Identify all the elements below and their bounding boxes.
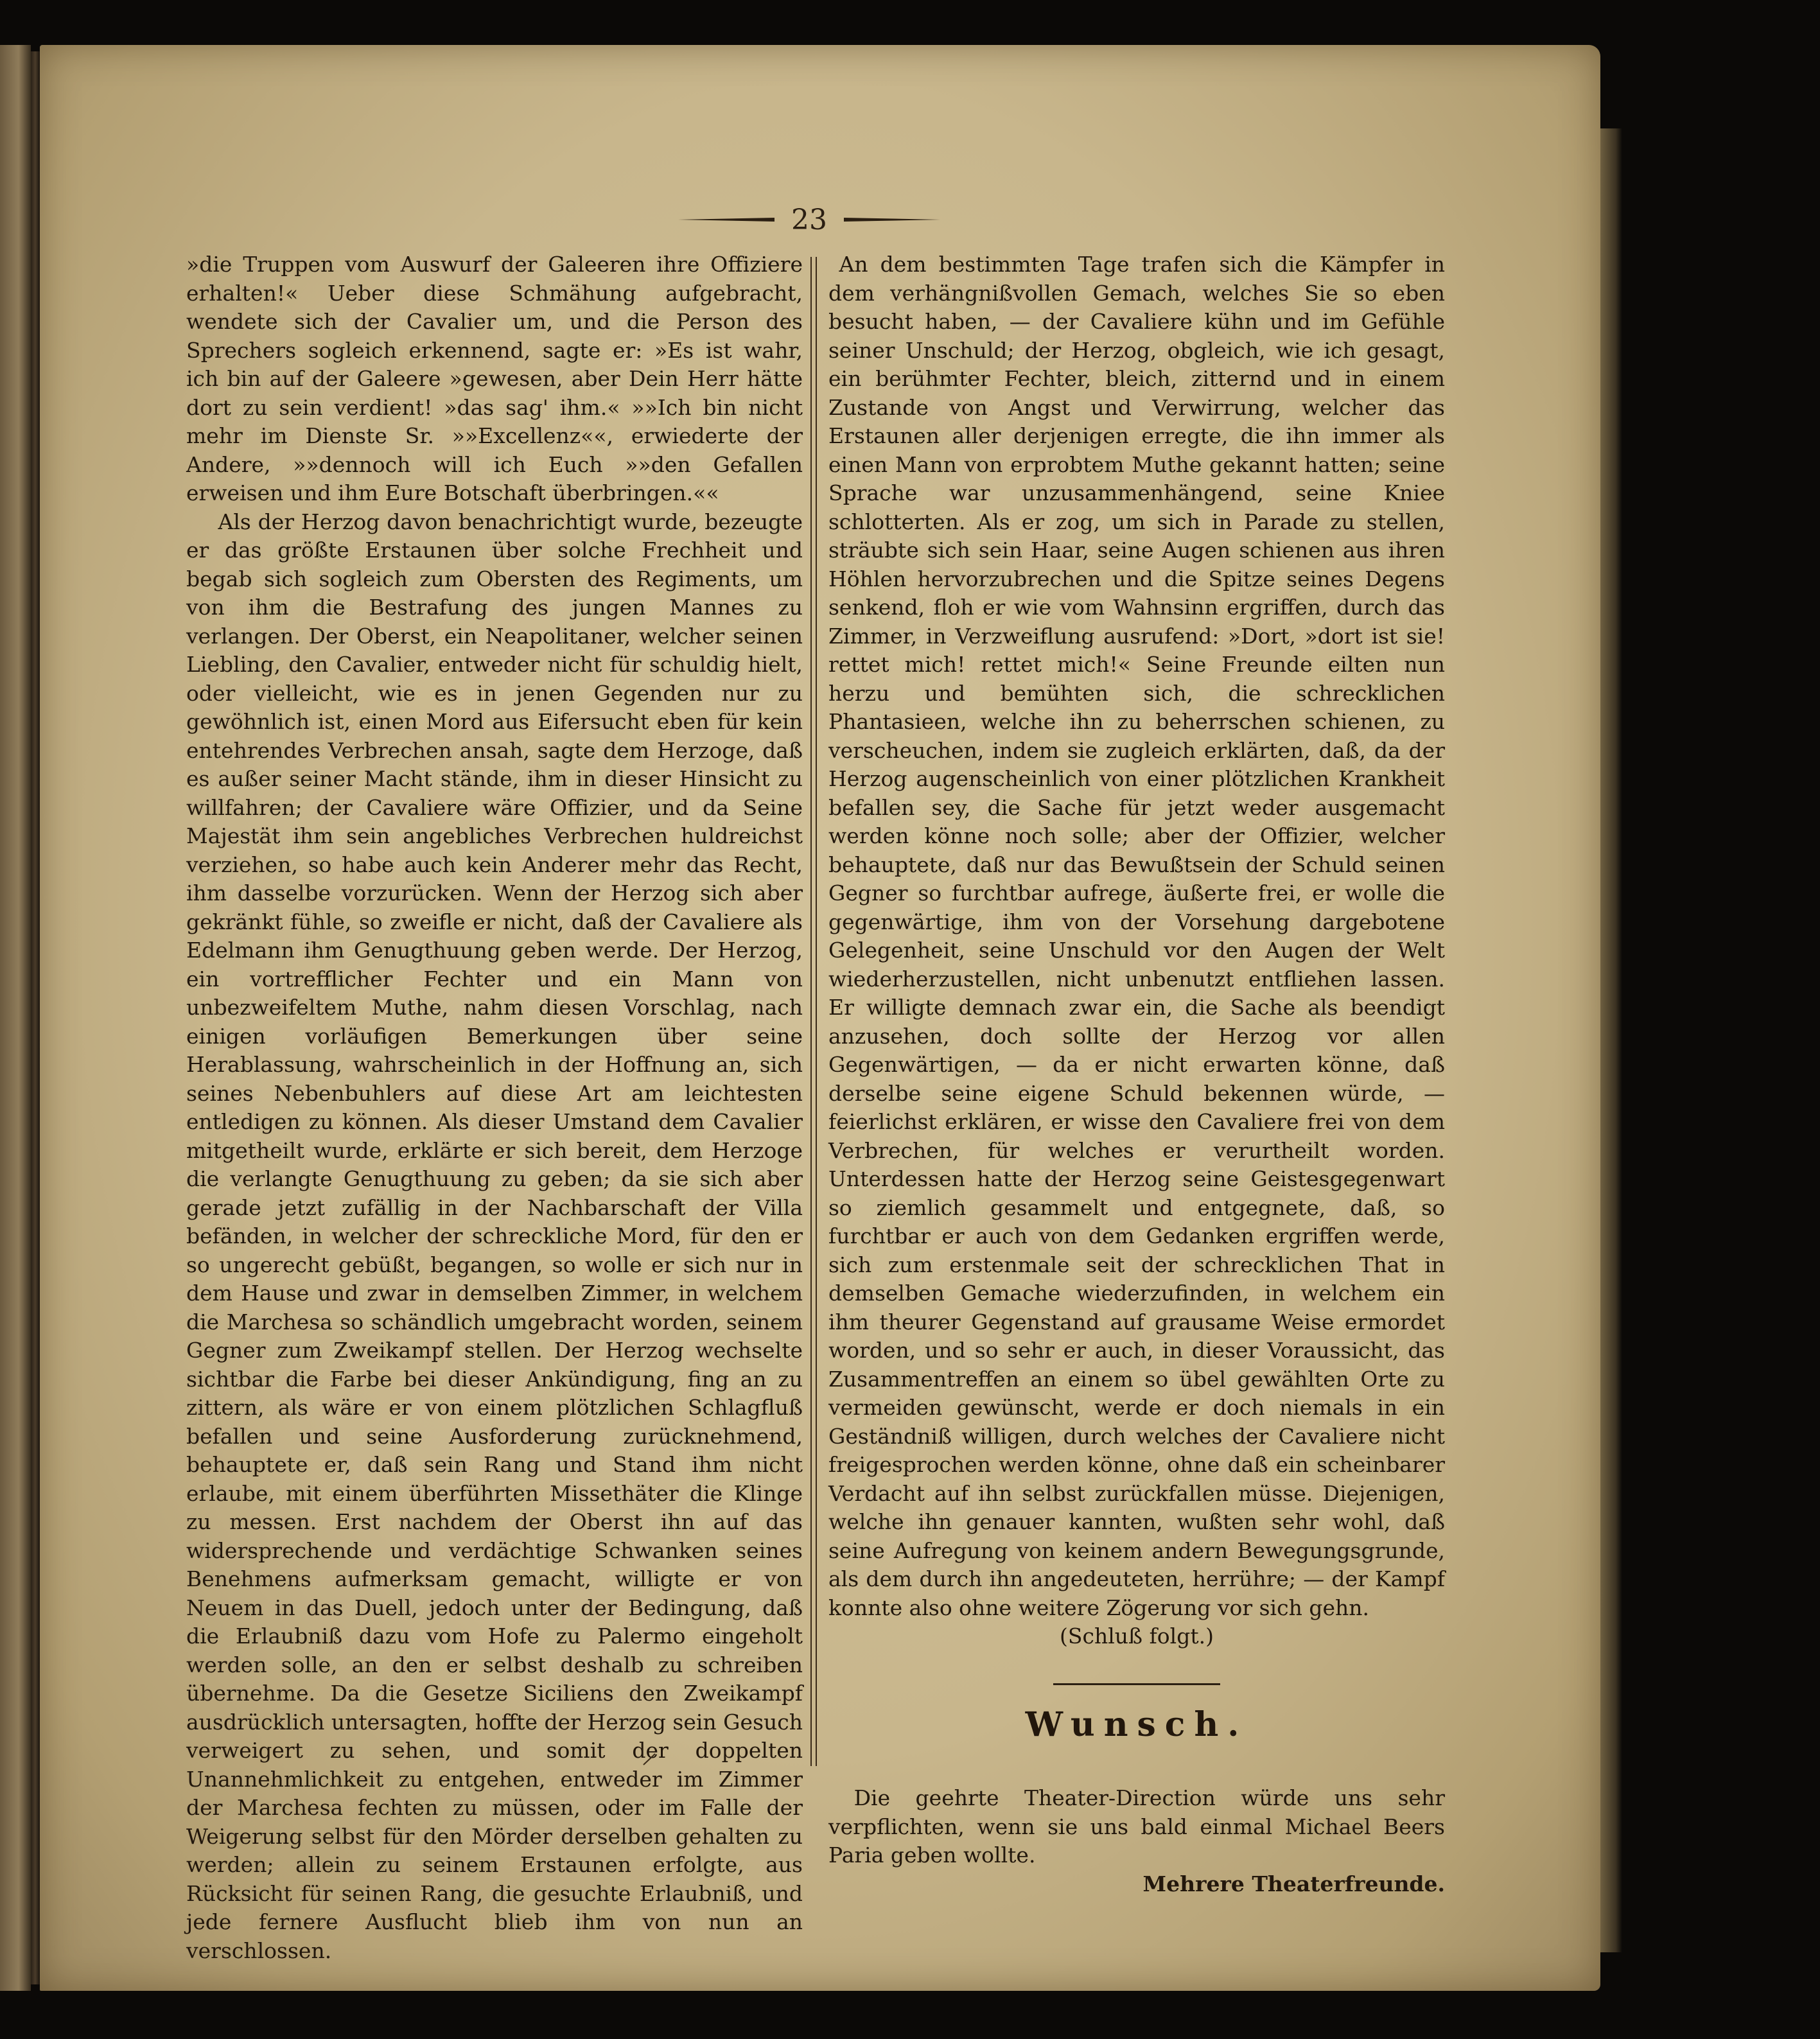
notice-text: Die geehrte Theater-Direction würde uns sehr verpflichten, wenn sie uns bald einmal Michael Beers Paria geben wollte. — [828, 1785, 1445, 1868]
right-paragraph: An dem bestimmten Tage trafen sich die Kämpfer in dem verhängnißvollen Gemach, welches Sie so eben besucht haben, — der Cavaliere kühn und im Gefühle seiner Unschuld; der Herzog, obgleich, wie ich gesagt, ein berühmter Fechter, bleich, zitternd und in einem Zustande von Angst und Verwirrung, welcher das Erstaunen aller derjenigen erregte, die ihn immer als einen Mann von erprobtem Muthe gekannt hatten; seine Sprache war unzusammenhängend, seine Kniee schlotterten. Als er zog, um sich in Parade zu stellen, sträubte sich sein Haar, seine Augen schienen aus ihren Höhlen hervorzubrechen und die Spitze seines Degens senkend, floh er wie vom Wahnsinn ergriffen, durch das Zimmer, in Verzweiflung ausrufend: »Dort, »dort ist sie! rettet mich! rettet mich!« Seine Freunde eilten nun herzu und bemühten sich, die schrecklichen Phantasieen, welche ihn zu beherrschen schienen, zu verscheuchen, indem sie zugleich erklärten, daß, da der Herzog augenscheinlich von einer plötzlichen Krankheit befallen sey, die Sache für jetzt weder ausgemacht werden könne noch solle; aber der Offizier, welcher behauptete, daß nur das Bewußtsein der Schuld seinen Gegner so furchtbar aufrege, äußerte frei, er wolle die gegenwärtige, ihm von der Vorsehung dargebotene Gelegenheit, seine Unschuld vor den Augen der Welt wiederherzustellen, nicht unbenutzt entfliehen lassen. Er willigte demnach zwar ein, die Sache als beendigt anzusehen, doch sollte der Herzog vor allen Gegenwärtigen, — da er nicht erwarten könne, daß derselbe seine eigene Schuld bekennen würde, — feierlichst erklären, er wisse den Cavaliere frei von dem Verbrechen, für welches er verurtheilt worden. Unterdessen hatte der Herzog seine Geistesgegenwart so ziemlich gesammelt und entgegnete, daß, so furchtbar er auch von dem Gedanken ergriffen werde, sich zum erstenmale seit der schrecklichen That in demselben Gemache wiederzufinden, in welchem ein ihm theurer Gegenstand auf grausame Weise ermordet worden, und so sehr er auch, in dieser Voraussicht, das Zusammentreffen an einem so übel gewählten Orte zu vermeiden gewünscht, werde er doch niemals in ein Geständniß willigen, durch welches der Cavaliere nicht freigesprochen werden könne, ohne daß ein scheinbarer Verdacht auf ihn selbst zurückfallen müsse. Diejenigen, welche ihn genauer kannten, wußten sehr wohl, daß seine Aufregung von keinem andern Bewegungsgrunde, als dem durch ihn angedeuteten, herrühre; — der Kampf konnte also ohne weitere Zögerung vor sich gehn. — [828, 252, 1445, 1620]
page-number: 23 — [791, 203, 827, 236]
right-header-ornament — [844, 216, 940, 223]
previous-page-edge — [0, 45, 31, 1991]
page-header — [661, 200, 957, 239]
notice-signature: Mehrere Theaterfreunde. — [1142, 1871, 1445, 1896]
left-paragraph-1: »die Truppen vom Auswurf der Galeeren ihre Offiziere erhalten!« Ueber diese Schmähung aufgebracht, wendete sich der Cavalier um, und die Person des Sprechers sogleich erkennend, sagte er: »Es ist wahr, ich bin auf der Galeere »gewesen, aber Dein Herr hätte dort zu sein verdient! »das sag' ihm.« »»Ich bin nicht mehr im Dienste Sr. »»Excellenz««, erwiederte der Andere, »»dennoch will ich Euch »»den Gefallen erweisen und ihm Eure Botschaft überbringen.«« — [186, 252, 803, 505]
column-divider — [810, 257, 817, 1766]
book-spine — [31, 51, 40, 1984]
right-column — [828, 250, 1445, 1898]
left-paragraph-2: Als der Herzog davon benachrichtigt wurde, bezeugte er das größte Erstaunen über solche Frechheit und begab sich sogleich zum Obersten des Regiments, um von ihm die Bestrafung des jungen Mannes zu verlangen. Der Oberst, ein Neapolitaner, welcher seinen Liebling, den Cavalier, entweder nicht für schuldig hielt, oder vielleicht, wie es in jenen Gegenden nur zu gewöhnlich ist, einen Mord aus Eifersucht eben für kein entehrendes Verbrechen ansah, sagte dem Herzoge, daß es außer seiner Macht stände, ihm in dieser Hinsicht zu willfahren; der Cavaliere wäre Offizier, und da Seine Majestät ihm sein angebliches Verbrechen huldreichst verziehen, so habe auch kein Anderer mehr das Recht, ihm dasselbe vorzurücken. Wenn der Herzog sich aber gekränkt fühle, so zweifle er nicht, daß der Cavaliere als Edelmann ihm Genugthuung geben werde. Der Herzog, ein vortrefflicher Fechter und ein Mann von unbezweifeltem Muthe, nahm diesen Vorschlag, nach einigen vorläufigen Bemerkungen über seine Herablassung, wahrscheinlich in der Hoffnung an, sich seines Nebenbuhlers auf diese Art am leichtesten entledigen zu können. Als dieser Umstand dem Cavalier mitgetheilt wurde, erklärte er sich bereit, dem Herzoge die verlangte Genugthuung zu geben; da sie sich aber gerade jetzt zufällig in der Nachbarschaft der Villa befänden, in welcher der schreckliche Mord, für den er so ungerecht gebüßt, begangen, so wolle er sich nur in dem Hause und zwar in demselben Zimmer, in welchem die Marchesa so schändlich umgebracht worden, seinem Gegner zum Zweikampf stellen. Der Herzog wechselte sichtbar die Farbe bei dieser Ankündigung, fing an zu zittern, als wäre er von einem plötzlichen Schlagfluß befallen und seine Ausforderung zurücknehmend, behauptete er, daß sein Rang und Stand ihm nicht erlaube, mit einem überführten Missethäter die Klinge zu messen. Erst nachdem der Oberst ihn auf das widersprechende und verdächtige Schwanken seines Benehmens aufmerksam gemacht, willigte er von Neuem in das Duell, jedoch unter der Bedingung, daß die Erlaubniß dazu vom Hofe zu Palermo eingeholt werden solle, an den er selbst deshalb zu schreiben übernehme. Da die Gesetze Siciliens den Zweikampf ausdrücklich untersagten, hoffte der Herzog sein Gesuch verweigert zu sehen, und somit der doppelten Unannehmlichkeit zu entgehen, entweder im Zimmer der Marchesa fechten zu müssen, oder im Falle der Weigerung selbst für den Mörder derselben gehalten zu werden; allein zu seinem Erstaunen erfolgte, aus Rücksicht für seinen Rang, die gesuchte Erlaubniß, und jede fernere Ausflucht blieb ihm von nun an verschlossen. — [186, 509, 803, 1963]
section-title: Wunsch. — [1025, 1704, 1248, 1744]
left-column — [186, 250, 803, 1965]
left-header-ornament — [678, 216, 774, 223]
pencil-mark-icon — [642, 1752, 658, 1766]
section-rule — [1053, 1683, 1220, 1685]
page-stack-edge — [1600, 128, 1622, 1952]
continuation-note: (Schluß folgt.) — [1060, 1623, 1214, 1649]
